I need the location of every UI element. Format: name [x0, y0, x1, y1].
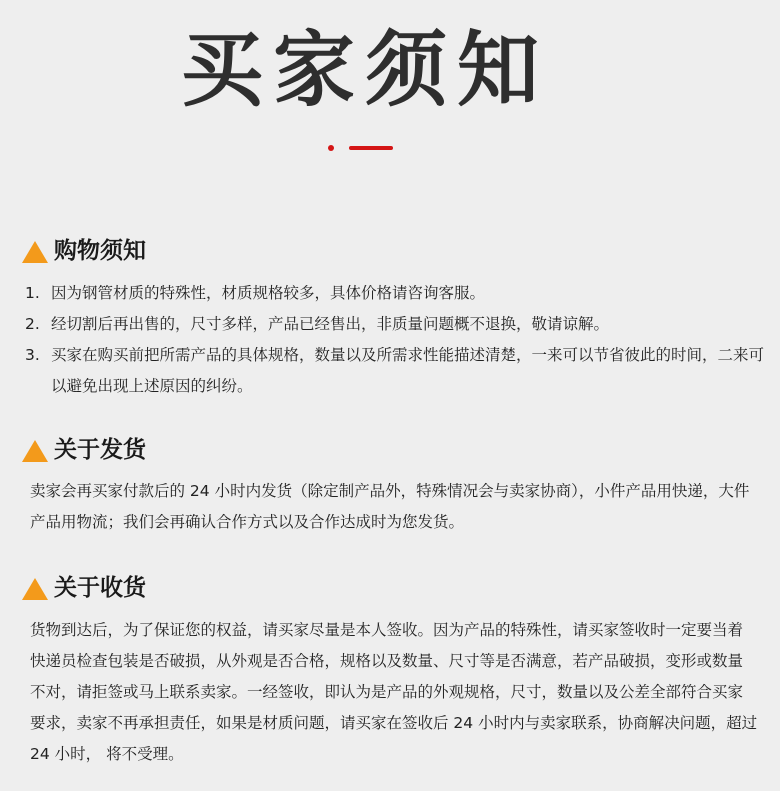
section-heading-shipping [22, 439, 146, 462]
list-item-text: 因为钢管材质的特殊性，材质规格较多，具体价格请咨询客服。 [51, 284, 486, 302]
section-title: 关于收货 [54, 575, 146, 601]
warning-triangle-icon [22, 241, 48, 263]
receiving-paragraph: 货物到达后，为了保证您的权益，请买家尽量是本人签收。因为产品的特殊性，请买家签收时一定要当着快递员检查包装是否破损，从外观是否合格，规格以及数量、尺寸等是否满意，若产品破损，变形或数量不对，请拒签或马上联系卖家。一经签收，即认为是产品的外观规格，尺寸，数量以及公差全部符合买家要求，卖家不再承担责任，如果是材质问题，请买家在签收后 24 小时内与卖家联系，协商解决问题，超过 24 小时， 将不受理。 [30, 621, 758, 763]
divider-line [349, 146, 393, 150]
list-item-number: 1. [25, 284, 40, 302]
section-title: 关于发货 [54, 437, 146, 463]
list-item-text: 买家在购买前把所需产品的具体规格，数量以及所需求性能描述清楚，一来可以节省彼此的时间，二来可以避免出现上述原因的纠纷。 [51, 346, 765, 395]
list-item-text: 经切割后再出售的，尺寸多样，产品已经售出，非质量问题概不退换，敬请谅解。 [51, 315, 610, 333]
list-item-number: 3. [25, 346, 40, 364]
shipping-paragraph: 卖家会再买家付款后的 24 小时内发货（除定制产品外，特殊情况会与卖家协商），小件产品用快递，大件产品用物流；我们会再确认合作方式以及合作达成时为您发货。 [30, 482, 750, 531]
section-title: 购物须知 [54, 238, 146, 264]
list-item-number: 2. [25, 315, 40, 333]
divider-dot [328, 145, 334, 151]
section-heading-shopping [22, 240, 146, 263]
list-item [25, 309, 765, 340]
page-title: 买家须知 [180, 23, 549, 118]
warning-triangle-icon [22, 440, 48, 462]
list-item [25, 278, 765, 309]
warning-triangle-icon [22, 578, 48, 600]
list-item [25, 340, 765, 402]
shopping-notice-list [25, 278, 765, 402]
section-heading-receiving [22, 577, 146, 600]
